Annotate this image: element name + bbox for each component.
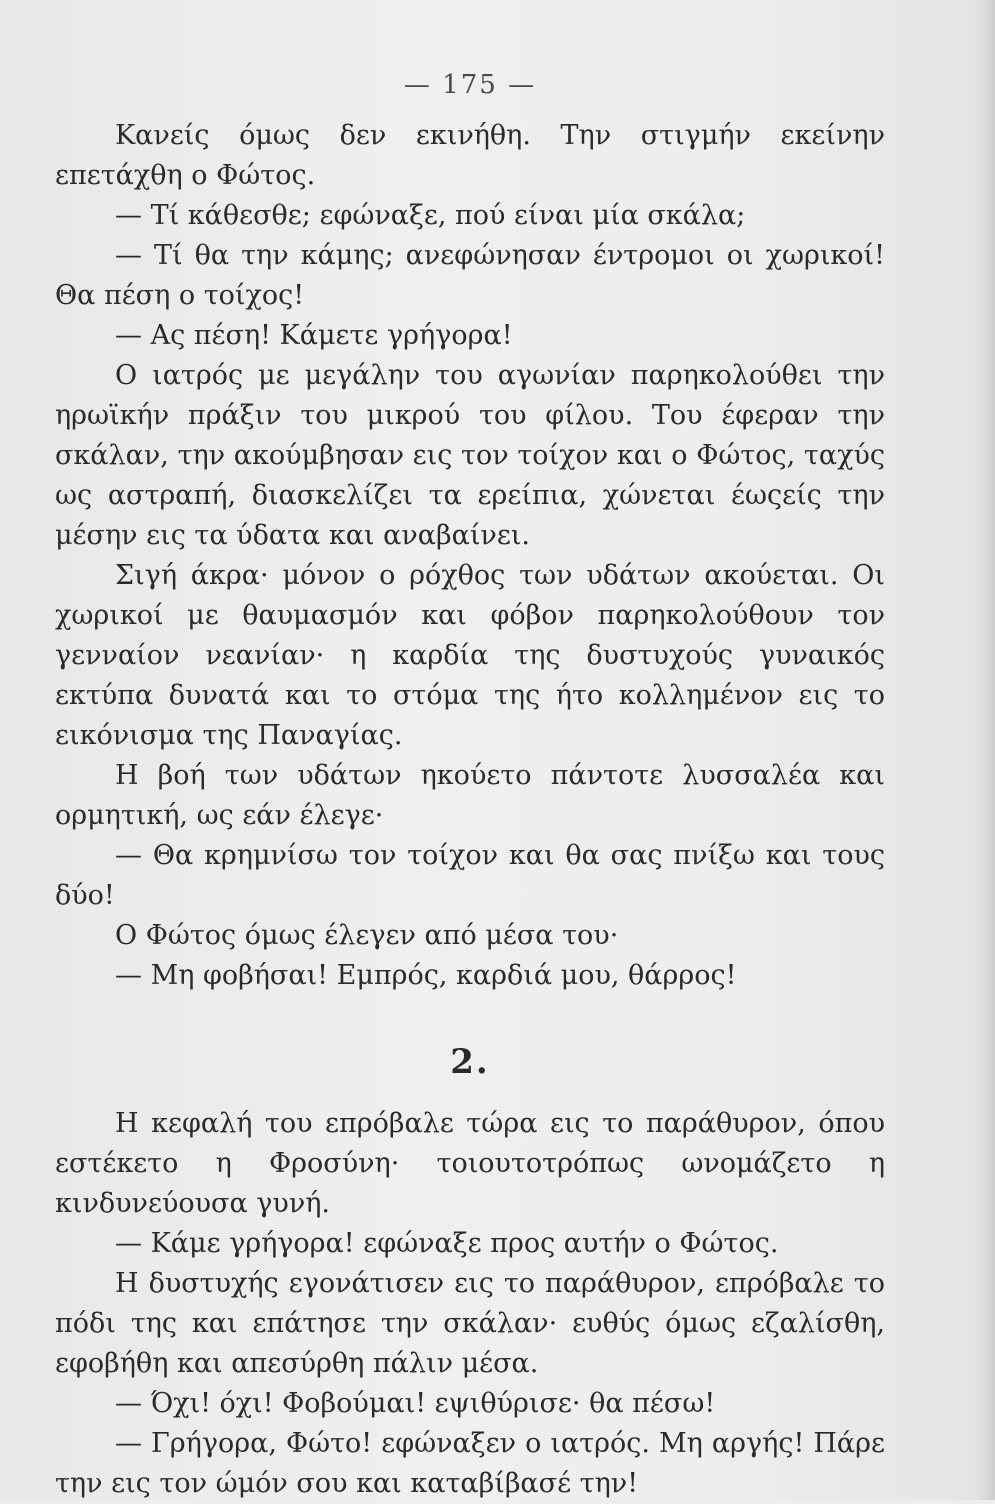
paragraph: Ο ιατρός με μεγάλην του αγωνίαν παρηκολούθει την ηρωϊκήν πράξιν του μικρού του φίλου. Του έφεραν την σκάλαν, την ακούμβησαν εις τον τοίχον και ο Φώτος, ταχύς ως αστραπή, διασκελίζει τα ερείπια, χώνεται έωςείς την μέσην εις τα ύδατα και αναβαίνει.	[55, 360, 885, 551]
paragraph: Σιγή άκρα· μόνον ο ρόχθος των υδάτων ακούεται. Οι χωρικοί με θαυμασμόν και φόβον παρηκολούθουν τον γενναίον νεανίαν· η καρδία της δυστυχούς γυναικός εκτύπα δυνατά και το στόμα της ήτο κολλημένον εις το εικόνισμα της Παναγίας.	[55, 560, 885, 751]
paragraph: Ο Φώτος όμως έλεγεν από μέσα του·	[115, 920, 619, 951]
paragraph: — Γρήγορα, Φώτο! εφώναξεν ο ιατρός. Μη αργής! Πάρε την εις τον ώμόν σου και καταβίβασέ την!	[55, 1428, 885, 1499]
paragraph: — Τί θα την κάμης; ανεφώνησαν έντρομοι οι χωρικοί! Θα πέση ο τοίχος!	[55, 240, 885, 311]
paragraph: — Θα κρημνίσω τον τοίχον και θα σας πνίξω και τους δύο!	[55, 840, 885, 911]
paragraph: — Μη φοβήσαι! Εμπρός, καρδιά μου, θάρρος!	[115, 960, 737, 991]
paragraph: — Τί κάθεσθε; εφώναξε, πού είναι μία σκάλα;	[115, 200, 746, 231]
page-spine-shadow	[973, 0, 995, 1500]
section-1-text	[55, 116, 885, 996]
section-2-text	[55, 1104, 885, 1504]
page-number: — 175 —	[403, 70, 537, 100]
paragraph: Η κεφαλή του επρόβαλε τώρα εις το παράθυρον, όπου εστέκετο η Φροσύνη· τοιουτοτρόπως ωνομάζετο η κινδυνεύουσα γυνή.	[55, 1108, 885, 1219]
paragraph: Κανείς όμως δεν εκινήθη. Την στιγμήν εκείνην επετάχθη ο Φώτος.	[55, 120, 885, 191]
paragraph: Η δυστυχής εγονάτισεν εις το παράθυρον, επρόβαλε το πόδι της και επάτησε την σκάλαν· ευθύς όμως εζαλίσθη, εφοβήθη και απεσύρθη πάλιν μέσα.	[55, 1268, 885, 1379]
paragraph: Η βοή των υδάτων ηκούετο πάντοτε λυσσαλέα και ορμητική, ως εάν έλεγε·	[55, 760, 885, 831]
paragraph: — Κάμε γρήγορα! εφώναξε προς αυτήν ο Φώτος.	[115, 1228, 779, 1259]
paragraph: — Ας πέση! Κάμετε γρήγορα!	[115, 320, 513, 351]
paragraph: — Όχι! όχι! Φοβούμαι! εψιθύρισε· θα πέσω!	[115, 1388, 716, 1419]
section-number: 2.	[450, 1042, 490, 1082]
